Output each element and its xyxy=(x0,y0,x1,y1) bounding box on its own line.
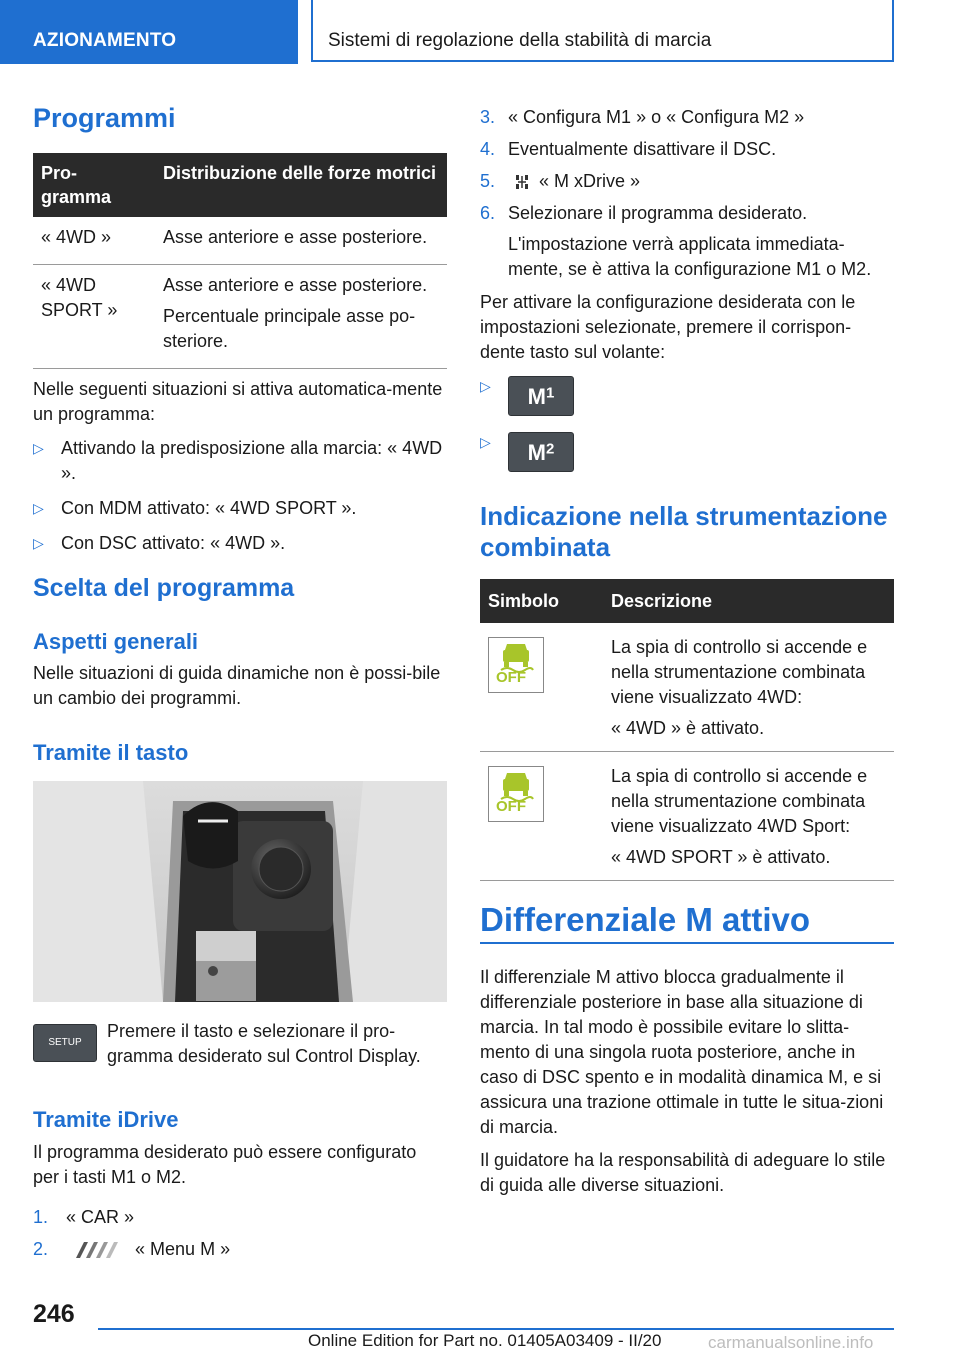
header-section-tab xyxy=(0,0,298,64)
car-chassis-icon xyxy=(513,173,531,191)
triangle-bullet-icon: ▷ xyxy=(33,440,44,456)
general-text: Nelle situazioni di guida dinamiche non è possi-bile un cambio dei programmi. xyxy=(33,663,441,708)
footer-divider xyxy=(98,1328,894,1330)
program-desc: Asse anteriore e asse posteriore. xyxy=(163,275,428,295)
programmi-heading: Programmi xyxy=(33,103,176,133)
scelta-heading: Scelta del programma xyxy=(33,574,295,602)
m-stripes-icon xyxy=(66,1240,122,1260)
table-row xyxy=(480,623,894,752)
steps-right xyxy=(480,105,894,282)
step-2: 2. « Menu M » xyxy=(33,1239,231,1259)
console-photo xyxy=(33,781,447,1002)
idrive-text: Il programma desiderato può essere configurato per i tasti M1 o M2. xyxy=(33,1142,417,1187)
m2-key-icon: $M^2$ xyxy=(508,432,574,472)
footer-edition: Online Edition for Part no. 01405A03409 - II/20 xyxy=(308,1331,662,1350)
indicator-desc: La spia di controllo si accende e nella strumentazione combinata viene visualizzato 4WD: xyxy=(611,637,868,707)
indicator-desc: La spia di controllo si accende e nella strumentazione combinata viene visualizzato 4WD Sport: xyxy=(611,766,868,836)
step-6: 6. Selezionare il programma desiderato. xyxy=(480,203,808,223)
tasto-heading: Tramite il tasto xyxy=(33,740,189,765)
activate-text: Per attivare la configurazione desiderata con le impostazioni selezionate, premere il corrispon-dente tasto sul volante: xyxy=(480,292,856,362)
general-heading: Aspetti generali xyxy=(33,629,199,654)
auto-list xyxy=(33,436,447,556)
programmi-col2-header: Distribuzione delle forze motrici xyxy=(155,153,447,217)
step6-note: L'impostazione verrà applicata immediata-mente, se è attiva la configurazione M1 o M2. xyxy=(508,234,872,279)
step-1: 1. « CAR » xyxy=(33,1207,135,1227)
idrive-heading: Tramite iDrive xyxy=(33,1107,179,1132)
triangle-bullet-icon: ▷ xyxy=(480,434,491,450)
simbolo-header: Simbolo xyxy=(480,579,603,623)
program-name: « 4WD » xyxy=(33,217,155,265)
m1-key-icon: $M^1$ xyxy=(508,376,574,416)
program-desc: Asse anteriore e asse posteriore. xyxy=(163,227,428,247)
indicazione-table xyxy=(480,579,894,881)
triangle-bullet-icon: ▷ xyxy=(33,535,44,551)
list-item: ▷ Con DSC attivato: « 4WD ». xyxy=(33,531,447,556)
setup-key-icon: SETUP xyxy=(33,1024,97,1062)
differenziale-heading: Differenziale M attivo xyxy=(480,901,811,938)
setup-text: Premere il tasto e selezionare il pro-gramma desiderato sul Control Display. xyxy=(107,1021,421,1066)
auto-intro: Nelle seguenti situazioni si attiva automatica-mente un programma: xyxy=(33,379,443,424)
indicazione-heading: Indicazione nella strumentazione combinata xyxy=(480,501,888,562)
page-number: 246 xyxy=(33,1300,75,1328)
triangle-bullet-icon: ▷ xyxy=(480,378,491,394)
dsc-off-warning-icon: OFF xyxy=(488,637,544,693)
list-item: ▷ Attivando la predisposizione alla marcia: « 4WD ». xyxy=(33,438,443,483)
table-row xyxy=(33,265,447,369)
programmi-col1-header: Pro- gramma xyxy=(33,153,155,217)
programmi-table xyxy=(33,153,447,369)
header-title-box xyxy=(311,0,894,62)
triangle-bullet-icon: ▷ xyxy=(33,500,44,516)
step-5: 5. « M xDrive » xyxy=(480,171,641,191)
table-row xyxy=(33,217,447,265)
differenziale-text2: Il guidatore ha la responsabilità di adeguare lo stile di guida alle diverse situazioni. xyxy=(480,1150,886,1195)
step-4: 4. Eventualmente disattivare il DSC. xyxy=(480,139,777,159)
dsc-off-warning-icon: OFF xyxy=(488,766,544,822)
table-row xyxy=(480,752,894,881)
program-desc: Percentuale principale asse po-steriore. xyxy=(163,306,416,351)
indicator-note: « 4WD » è attivato. xyxy=(611,718,765,738)
step-3: 3. « Configura M1 » o « Configura M2 » xyxy=(480,107,805,127)
list-item: ▷ Con MDM attivato: « 4WD SPORT ». xyxy=(33,496,447,521)
indicator-note: « 4WD SPORT » è attivato. xyxy=(611,847,831,867)
heading-underline xyxy=(480,942,894,944)
header-section-label: AZIONAMENTO xyxy=(33,30,177,51)
differenziale-text1: Il differenziale M attivo blocca gradualmente il differenziale posteriore in base alla situazione di marcia. In tal modo è possibile evitare lo slitta-mento di una singola ruota posteriore, anche in caso di DSC spento e in modalità dinamica M, e si assicura una trazione ottimale in tutte le situa-zioni di marcia. xyxy=(480,967,884,1137)
descrizione-header: Descrizione xyxy=(603,579,894,623)
program-name: « 4WD SPORT » xyxy=(33,265,155,369)
header-title: Sistemi di regolazione della stabilità di marcia xyxy=(328,30,712,51)
watermark: carmanualsonline.info xyxy=(708,1333,874,1352)
